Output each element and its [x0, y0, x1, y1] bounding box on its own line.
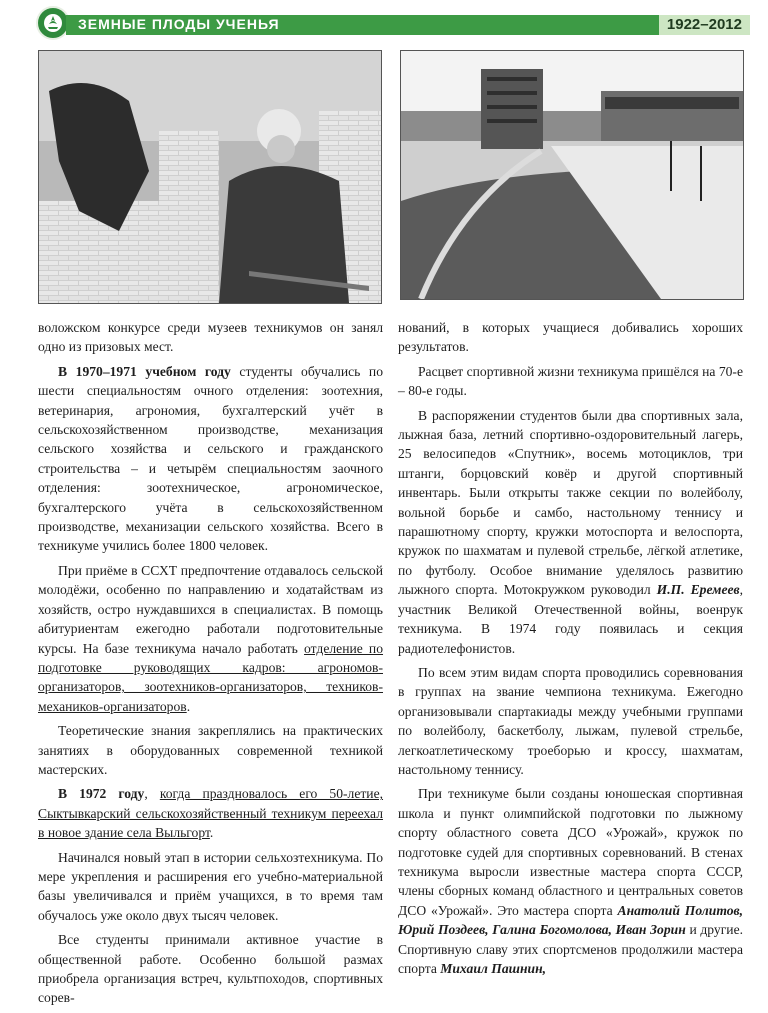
photo-bricklayers: [38, 50, 382, 304]
paragraph: Теоретические знания закреплялись на практических занятиях в оборудованных современной техникой мастерских.: [38, 723, 383, 777]
paragraph: Расцвет спортивной жизни техникума пришёлся на 70-е – 80-е годы.: [398, 363, 743, 399]
text-column-left: [38, 318, 383, 1013]
paragraph: При приёме в ССХТ предпочтение отдавалось сельской молодёжи, особенно по направлению и ходатайствам из хозяйств, остро нуждавшихся в специалистах. В помощь абитуриентам ежегодно работали подготовительные курсы. На базе техникума начало работать отделение по подготовке руководящих кадров: агрономов-организаторов, зоотехников-организаторов, техников-механиков-организаторов.: [38, 562, 384, 714]
paragraph: По всем этим видам спорта проводились соревнования в группах на звание чемпиона техникума. Ежегодно организовывали спартакиады между учебными группами по волейболу, баскетболу, лыжам, пулевой стрельбе, легкоатлетическому троеборью и кроссу, шахматам, настольному теннису.: [398, 664, 743, 777]
paragraph: Начинался новый этап в истории сельхозтехникума. По мере укрепления и расширения его учебно-материальной базы увеличивался и приём учащихся, в то время там обучалось уже около двух тысяч человек.: [38, 849, 383, 923]
photo-campus-building: [400, 50, 744, 300]
paragraph: В 1972 году, когда праздновалось его 50-летие, Сыктывкарский сельскохозяйственный техникум переехал в новое здание села Выльгорт.: [38, 786, 384, 841]
years-badge: 1922–2012: [659, 15, 750, 35]
section-bar: [66, 15, 750, 35]
paragraph: В распоряжении студентов были два спортивных зала, лыжная база, летний спортивно-оздоровительный лагерь, 25 велосипедов «Спутник», восемь мотоциклов, три штанги, борцовский ковёр и другой спортивный инвентарь. Были открыты также секции по волейболу, вольной борьбе и самбо, настольному теннису и парашютному спорту, кружки мотоспорта и велоспорта, кружок по шахматам и пулевой стрельбе, лёгкой атлетике, по футболу. Особое внимание уделялось развитию лыжного спорта. Мотокружком руководил И.П. Еремеев, участник Великой Отечественной войны, военрук техникума. В 1974 году появилась и секция радиотелефонистов.: [398, 407, 744, 656]
paragraph: При техникуме были созданы юношеская спортивная школа и пункт олимпийской подготовки по лыжному спорту областного совета ДСО «Урожай», кружок по подготовке судей для спортивных соревнований. В стенах техникума выросли известные мастера спорта СССР, члены сборных команд областного и центральных советов ДСО «Урожай». Это мастера спорта Анатолий Политов, Юрий Поздеев, Галина Богомолова, Иван Зорин и другие. Спортивную славу этих спортсменов продолжили мастера спорта Михаил Пашнин,: [398, 786, 743, 976]
emblem-icon: [36, 6, 70, 40]
page-header: [36, 6, 750, 40]
paragraph: нований, в которых учащиеся добивались хороших результатов.: [398, 320, 743, 355]
text-column-right: [398, 318, 743, 983]
section-title: ЗЕМНЫЕ ПЛОДЫ УЧЕНЬЯ: [78, 16, 280, 32]
paragraph: Все студенты принимали активное участие в общественной работе. Особенно большой размах приобрела организация встреч, культпоходов, спортивных сорев-: [38, 932, 383, 1006]
paragraph: В 1970–1971 учебном году студенты обучались по шести специальностям очного отделения: зоотехния, ветеринария, агрономия, бухгалтерский учёт в сельскохозяйственном производстве, механизация сельского хозяйства и сельского и гражданского строительства – и четырём специальностям заочного отделения: зоотехническое, агрономическое, бухгалтерского учёта в сельскохозяйственном производстве, механизации сельского хозяйства. Всего в техникуме учились более 1800 человек.: [38, 363, 383, 554]
paragraph: воложском конкурсе среди музеев техникумов он занял одно из призовых мест.: [38, 320, 383, 355]
